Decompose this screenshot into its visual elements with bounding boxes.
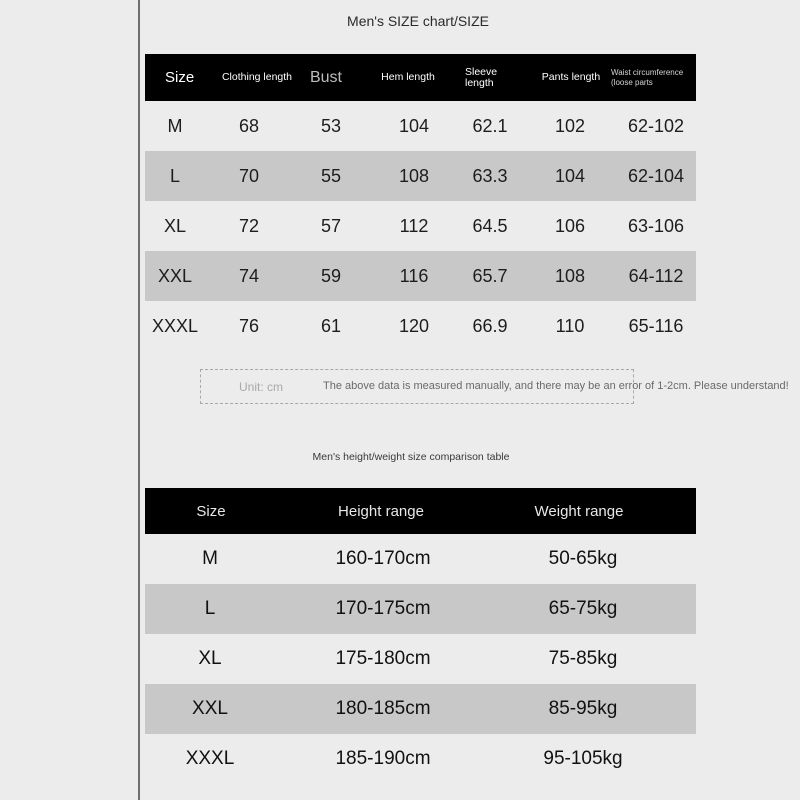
cell-waist: 65-116 — [628, 315, 684, 336]
header-clothing-length: Clothing length — [221, 71, 293, 83]
cell-clothing-length: 72 — [238, 215, 260, 236]
cell-pants-length: 108 — [554, 265, 586, 286]
table-row — [145, 734, 696, 784]
size-chart-title: Men's SIZE chart/SIZE — [347, 13, 489, 29]
cell-waist: 62-102 — [627, 115, 685, 136]
header-pants-length: Pants length — [541, 71, 601, 83]
cell-size: XL — [163, 215, 187, 236]
cell-hem-length: 104 — [398, 115, 430, 136]
cell-weight-range: 65-75kg — [548, 598, 618, 619]
cell-height-range: 170-175cm — [335, 598, 431, 619]
height-weight-body — [145, 534, 696, 784]
size-chart-body — [145, 101, 696, 351]
cell-clothing-length: 76 — [238, 315, 260, 336]
cell-size: M — [167, 115, 183, 136]
header-weight-range: Weight range — [534, 502, 624, 520]
left-divider-line — [138, 0, 140, 800]
cell-weight-range: 50-65kg — [548, 548, 618, 569]
table-row — [145, 684, 696, 734]
header-waist-circumference: Waist circumference (loose parts — [611, 67, 684, 87]
table-row — [145, 151, 696, 201]
cell-sleeve-length: 64.5 — [472, 215, 508, 236]
cell-waist: 62-104 — [627, 165, 685, 186]
cell-size: XXL — [192, 698, 228, 719]
cell-pants-length: 104 — [554, 165, 586, 186]
cell-size: M — [202, 548, 218, 569]
header-sleeve-length: Sleeve length — [465, 65, 498, 89]
cell-sleeve-length: 66.9 — [472, 315, 508, 336]
cell-pants-length: 102 — [554, 115, 586, 136]
measurement-note-box — [200, 369, 789, 404]
table-row — [145, 301, 696, 351]
cell-bust: 53 — [320, 115, 342, 136]
height-weight-title: Men's height/weight size comparison table — [312, 451, 510, 463]
size-chart-table — [145, 54, 696, 351]
header-height-range: Height range — [338, 502, 424, 520]
table-row — [145, 634, 696, 684]
cell-bust: 59 — [320, 265, 342, 286]
cell-bust: 55 — [320, 165, 342, 186]
cell-hem-length: 116 — [399, 265, 429, 286]
header-bust: Bust — [309, 68, 342, 86]
table-row — [145, 251, 696, 301]
cell-pants-length: 110 — [555, 315, 585, 336]
cell-size: XXL — [157, 265, 193, 286]
cell-clothing-length: 70 — [238, 165, 260, 186]
header-hem-length: Hem length — [381, 71, 435, 83]
height-weight-header-row — [145, 488, 696, 534]
size-chart-header-row — [145, 54, 696, 101]
cell-hem-length: 120 — [398, 315, 430, 336]
cell-clothing-length: 68 — [238, 115, 260, 136]
cell-sleeve-length: 65.7 — [472, 265, 508, 286]
cell-weight-range: 95-105kg — [543, 748, 623, 769]
cell-sleeve-length: 63.3 — [472, 165, 508, 186]
cell-size: L — [169, 165, 180, 186]
cell-hem-length: 112 — [399, 215, 429, 236]
cell-waist: 64-112 — [628, 265, 684, 286]
header-size: Size — [165, 69, 195, 86]
table-row — [145, 101, 696, 151]
measurement-disclaimer: The above data is measured manually, and there may be an error of 1-2cm. Please understand! — [323, 380, 789, 392]
cell-height-range: 175-180cm — [335, 648, 431, 669]
table-row — [145, 201, 696, 251]
cell-hem-length: 108 — [398, 165, 430, 186]
cell-height-range: 180-185cm — [335, 698, 431, 719]
table-row — [145, 584, 696, 634]
cell-waist: 63-106 — [627, 215, 685, 236]
cell-size: XXXL — [151, 315, 199, 336]
cell-bust: 61 — [320, 315, 342, 336]
cell-weight-range: 85-95kg — [548, 698, 618, 719]
cell-height-range: 160-170cm — [335, 548, 431, 569]
header-size: Size — [196, 502, 226, 520]
cell-weight-range: 75-85kg — [548, 648, 618, 669]
cell-size: XL — [198, 648, 222, 669]
cell-height-range: 185-190cm — [335, 748, 431, 769]
cell-size: XXXL — [185, 748, 235, 769]
cell-size: L — [204, 598, 216, 619]
cell-pants-length: 106 — [554, 215, 586, 236]
cell-bust: 57 — [320, 215, 342, 236]
table-row — [145, 534, 696, 584]
unit-label: Unit: cm — [239, 380, 284, 394]
height-weight-table — [145, 488, 696, 784]
cell-clothing-length: 74 — [238, 265, 260, 286]
cell-sleeve-length: 62.1 — [472, 115, 508, 136]
